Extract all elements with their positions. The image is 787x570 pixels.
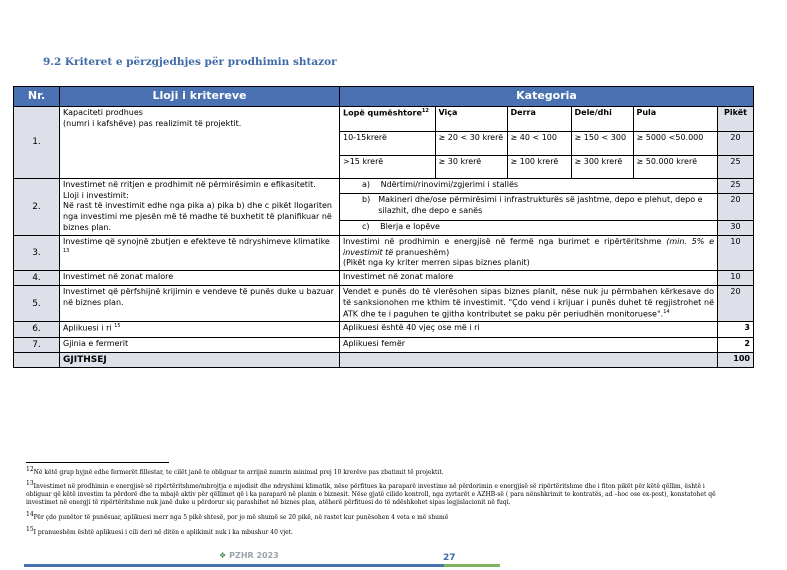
subheader-points: Pikët (718, 106, 754, 131)
value-cell: ≥ 50.000 krerë (636, 156, 697, 166)
page-number: 27 (443, 553, 456, 563)
brand-logo-icon: ❖ (219, 551, 227, 560)
category-italic: (min. 5% e investimit të (343, 236, 715, 257)
value-cell: ≥ 100 krerë (507, 156, 571, 178)
category-text: Vendet e punës do të vlerësohen sipas biznes planit, nëse nuk ju përmbahen kërkesave do të sanksionohen me kthim të investimit. "Çdo vend i krijuar i punës duhet të regjistrohet në ATK dhe te i paguhen te gjitha kontributet se paku për periudhën monitoruese". (343, 287, 714, 319)
criteria-text: Lloji i investimit: (63, 190, 129, 200)
footer-brand: ❖ PZHR 2023 (219, 551, 279, 560)
table-total-row (14, 352, 754, 367)
subheader-cows: Lopë qumështore$^{12}$ (340, 107, 435, 131)
category-cell: Investimet në zonat malore (340, 271, 718, 286)
table-row-4 (14, 271, 754, 286)
footnote-ref: 14 (663, 308, 670, 315)
footer-bar (24, 564, 751, 567)
criteria-cell: Investimet që përfshijnë krijimin e vendeve të punës duke u bazuar në biznes plan. (60, 286, 340, 322)
option-cell (340, 193, 718, 220)
category-values (340, 155, 718, 178)
total-empty (14, 352, 60, 367)
subheader-poultry: Pula (636, 107, 657, 117)
criteria-text: Në rast të investimit edhe nga pika a) pika b) dhe c pikët llogariten nga investimi me pjesën më të madhe të buxhetit të planifikuar në biznes plan. (63, 201, 332, 233)
table-row-5 (14, 286, 754, 322)
option-label: b) (362, 194, 371, 204)
header-category: Kategoria (340, 87, 754, 107)
row-number: 6. (14, 322, 60, 337)
value-cell: >15 krerë (340, 156, 435, 178)
points-cell: 30 (718, 220, 754, 235)
value-cell: ≥ 40 < 100 (507, 132, 571, 155)
criteria-text: Investimet në rritjen e prodhimit në përmirësimin e efikasitetit. (63, 179, 316, 189)
table-row-7 (14, 337, 754, 352)
footnote-ref: 13 (63, 247, 70, 254)
row-number: 1. (14, 106, 60, 178)
points-cell: 20 (718, 286, 754, 322)
points-cell: 25 (718, 178, 754, 193)
criteria-text: Aplikuesi i ri (63, 324, 112, 334)
value-cell: ≥ 30 krerë (435, 156, 507, 178)
value-cell: ≥ 300 krerë (571, 156, 633, 178)
criteria-cell (60, 322, 340, 337)
criteria-cell (60, 106, 340, 178)
option-text: Blerja e lopëve (380, 221, 440, 231)
criteria-text: Kapaciteti prodhues (63, 107, 143, 117)
points-cell: 20 (718, 193, 754, 220)
table-row-6 (14, 322, 754, 337)
option-cell (340, 178, 718, 193)
criteria-table (13, 86, 754, 368)
row-number: 3. (14, 235, 60, 270)
category-values (340, 131, 718, 155)
footnote-13: $^{13}$Investimet në prodhimin e energjisë së ripërtëritshme/mbrojtja e mjedisit dhe ndryshimi klimatik, nëse përfitues ka paraparë investime në përdorimin e energjisë së ripërtëritshme dhe i fiton pikët për këtë qëllim, është i obliguar që këtë investim ta përdorë dhe ta mbajë aktiv për qëllimet që i ka paraparë në planin e biznesit. Nëse gjatë cilido kontroll, nga zyrtarët e AZHB-së ( para nënshkrimit te kontratës, ad –hoc ose ex-post), konstatohet që investimet në energji të ripërtëritshme nuk janë duke u përdorur siç parashihet në biznes plan, atëherë përfituesi do të ndëshkohet sipas legjislacionit në fuqi. (26, 480, 716, 506)
option-label: c) (362, 221, 370, 231)
footnote-ref: 15 (114, 323, 121, 330)
points-cell: 10 (718, 235, 754, 270)
points-cell: 3 (718, 322, 754, 337)
total-label: GJITHSEJ (60, 352, 340, 367)
category-cell (340, 286, 718, 322)
total-points: 100 (718, 352, 754, 367)
table-row-3 (14, 235, 754, 270)
option-cell (340, 220, 718, 235)
category-cell: Aplikuesi femër (340, 337, 718, 352)
category-cell (340, 235, 718, 270)
criteria-cell: Investimet në zonat malore (60, 271, 340, 286)
section-heading: 9.2 Kriteret e përzgjedhjes për prodhimin shtazor (43, 56, 337, 68)
row-number: 2. (14, 178, 60, 235)
total-empty (340, 352, 718, 367)
value-cell: ≥ 20 < 30 krerë (435, 132, 507, 155)
category-subheader (340, 106, 718, 131)
option-text: Makineri dhe/ose përmirësimi i infrastrukturës së jashtme, depo e plehut, depo e silazhit, dhe depo e sanës (378, 194, 703, 215)
table-header-row (14, 87, 754, 107)
subheader-sheep-goats: Dele/dhi (571, 107, 633, 131)
footnote-12: $^{12}$Në këtë grup hyjnë edhe fermerët fillestar, te cilët janë te obliguar te arrijnë numrin minimal prej 10 krerëve pas zbatimit të projektit. (26, 466, 444, 476)
criteria-text: Investime që synojnë zbutjen e efekteve të ndryshimeve klimatike (63, 236, 330, 246)
option-label: a) (362, 179, 371, 189)
header-criteria: Lloji i kritereve (60, 87, 340, 107)
row-number: 5. (14, 286, 60, 322)
category-note: (Pikët nga ky kriter merren sipas biznes planit) (343, 258, 530, 268)
category-text: pranueshëm) (393, 247, 450, 257)
points-cell: 10 (718, 271, 754, 286)
row-number: 7. (14, 337, 60, 352)
points-cell: 20 (718, 131, 754, 155)
subheader-pigs: Derra (507, 107, 571, 131)
criteria-cell (60, 235, 340, 270)
header-nr: Nr. (14, 87, 60, 107)
footnote-14: $^{14}$Për çdo punëtor të punësuar, aplikuesi merr nga 5 pikë shtesë, por jo më shumë se 20 pikë, në rastet kur punësohen 4 veta e më shumë (26, 511, 449, 521)
footnote-rule (26, 462, 169, 463)
points-cell: 25 (718, 155, 754, 178)
category-cell: Aplikuesi është 40 vjeç ose më i ri (340, 322, 718, 337)
criteria-cell: Gjinia e fermerit (60, 337, 340, 352)
table-row-2 (14, 178, 754, 193)
category-text: Investimi në prodhimin e energjisë në fermë nga burimet e ripërtëritshme (343, 236, 667, 246)
value-cell: 10-15krerë (340, 132, 435, 155)
criteria-text: (numri i kafshëve) pas realizimit të projektit. (63, 118, 242, 128)
value-cell: ≥ 5000 <50.000 (636, 132, 704, 142)
points-cell: 2 (718, 337, 754, 352)
criteria-cell (60, 178, 340, 235)
table-row-1 (14, 106, 754, 131)
subheader-calves: Viça (435, 107, 507, 131)
option-text: Ndërtimi/rinovimi/zgjerimi i stallës (380, 179, 519, 189)
footnote-15: $^{15}$I pranueshëm është aplikuesi i cili deri në ditën e aplikimit nuk i ka mbushur 40 vjet. (26, 526, 293, 536)
row-number: 4. (14, 271, 60, 286)
value-cell: ≥ 150 < 300 (571, 132, 633, 155)
